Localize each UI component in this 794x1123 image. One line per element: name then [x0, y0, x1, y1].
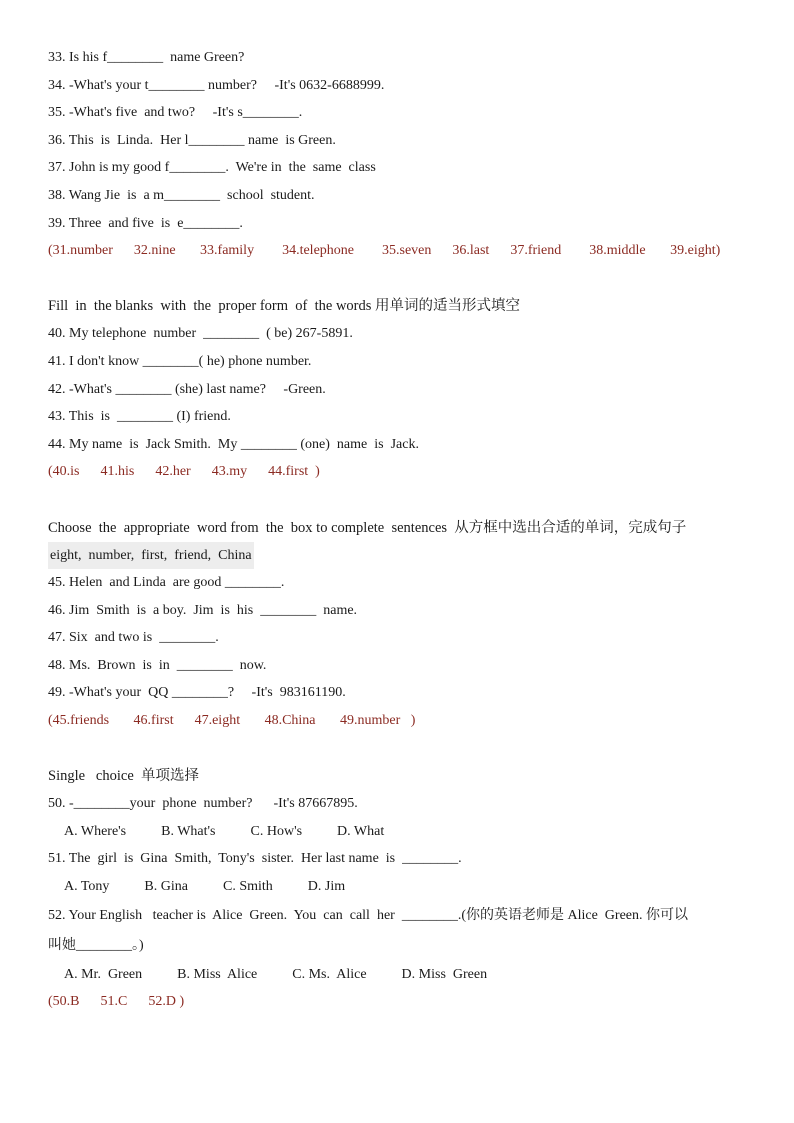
question-43: 43. This is ________ (I) friend.	[48, 409, 231, 425]
question-51: 51. The girl is Gina Smith, Tony's sister. Her last name is ________.	[48, 851, 462, 867]
section-single-choice	[48, 762, 758, 1016]
question-35: 35. -What's five and two? -It's s________.	[48, 105, 303, 121]
question-38: 38. Wang Jie is a m________ school student.	[48, 187, 315, 203]
spacer	[48, 486, 758, 514]
section-heading-proper-form: Fill in the blanks with the proper form of the words 用单词的适当形式填空	[48, 298, 521, 315]
answer-key-45-49: (45.friends 46.first 47.eight 48.China 49.number )	[48, 713, 416, 729]
answer-key-31-39: (31.number 32.nine 33.family 34.telephone 35.seven 36.last 37.friend 38.middle 39.eight)	[48, 243, 721, 259]
question-34: 34. -What's your t________ number? -It's 0632-6688999.	[48, 77, 385, 93]
word-box-row	[48, 542, 758, 570]
word-box: eight, number, first, friend, China	[48, 542, 254, 570]
answer-key-50-52: (50.B 51.C 52.D )	[48, 994, 185, 1010]
question-52-line-2: 叫她________。)	[48, 937, 144, 953]
question-51-options: A. Tony B. Gina C. Smith D. Jim	[64, 879, 346, 895]
question-42: 42. -What's ________ (she) last name? -Green.	[48, 381, 326, 397]
worksheet-page	[48, 44, 758, 1016]
question-44: 44. My name is Jack Smith. My ________ (one) name is Jack.	[48, 436, 419, 452]
question-50-options: A. Where's B. What's C. How's D. What	[64, 823, 385, 839]
section-heading-word-box: Choose the appropriate word from the box to complete sentences 从方框中选出合适的单词，完成句子	[48, 519, 687, 536]
question-49: 49. -What's your QQ ________? -It's 983161190.	[48, 685, 346, 701]
question-45: 45. Helen and Linda are good ________.	[48, 575, 285, 591]
spacer	[48, 735, 758, 763]
answer-key-40-44: (40.is 41.his 42.her 43.my 44.first )	[48, 464, 320, 480]
question-39: 39. Three and five is e________.	[48, 215, 243, 231]
spacer	[48, 265, 758, 293]
question-46: 46. Jim Smith is a boy. Jim is his ________ name.	[48, 602, 358, 618]
question-50: 50. -________your phone number? -It's 87667895.	[48, 796, 358, 812]
question-41: 41. I don't know ________( he) phone number.	[48, 353, 312, 369]
question-37: 37. John is my good f________. We're in the same class	[48, 160, 376, 176]
question-40: 40. My telephone number ________ ( be) 267-5891.	[48, 326, 353, 342]
question-48: 48. Ms. Brown is in ________ now.	[48, 657, 267, 673]
question-47: 47. Six and two is ________.	[48, 630, 219, 646]
section-fill-first-letter	[48, 44, 758, 265]
section-word-box	[48, 514, 758, 735]
question-33: 33. Is his f________ name Green?	[48, 50, 245, 65]
section-proper-form	[48, 292, 758, 486]
question-36: 36. This is Linda. Her l________ name is Green.	[48, 132, 336, 148]
question-52-options: A. Mr. Green B. Miss Alice C. Ms. Alice D. Miss Green	[64, 966, 488, 982]
section-heading-single-choice: Single choice 单项选择	[48, 768, 200, 785]
question-52-line-1: 52. Your English teacher is Alice Green. You can call her ________.(你的英语老师是 Alice Green. 你可以	[48, 907, 689, 923]
